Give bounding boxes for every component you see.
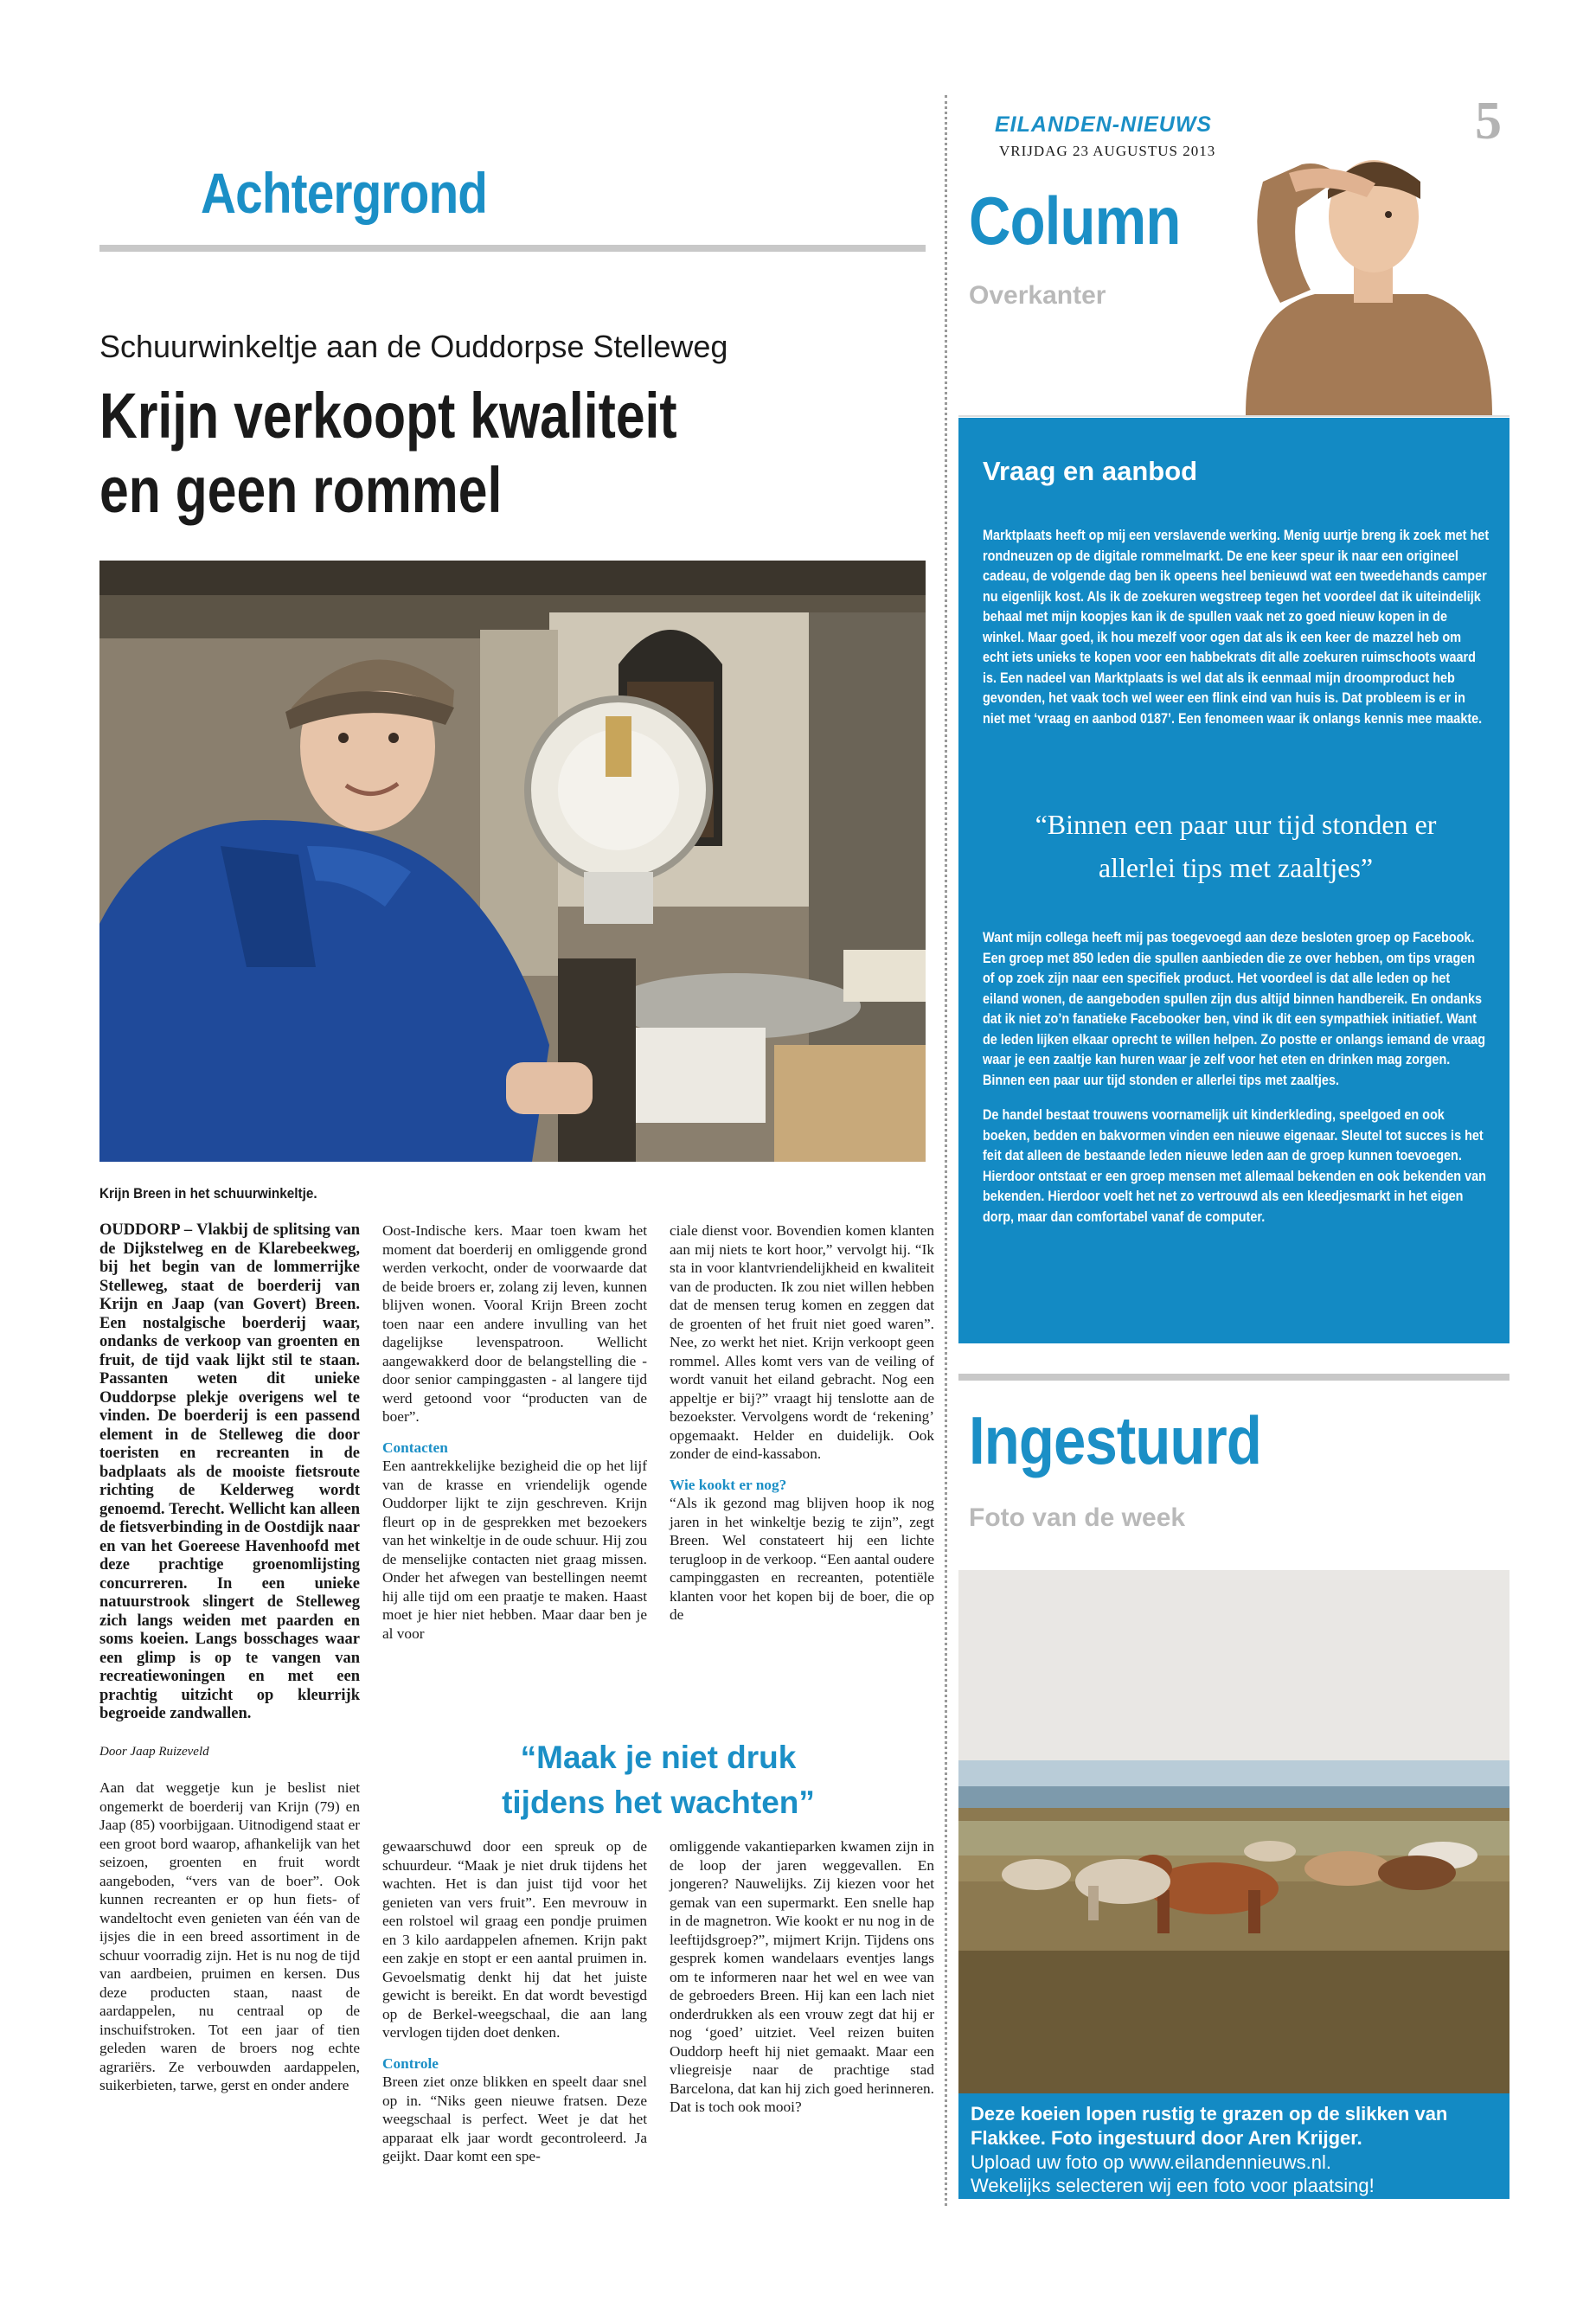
column-header-rule: [958, 415, 1509, 417]
photo-caption: Krijn Breen in het schuurwinkeltje.: [99, 1185, 317, 1202]
column-box: [958, 418, 1509, 1343]
article-paragraph: omliggende vakantieparken kwamen zijn in de loop der jaren weggevallen. En jongeren? Nauwelijks. Zij kiezen voor het gemak van een supermarkt. Een snelle hap in de magnetron. Wie kookt er nu nog in de leeftijdsgroep?”, mijmert Krijn. Tijdens ons gesprek komen wandelaars eventjes langs om te informeren naar het wel en wee van de gebroeders Breen. Hij kan een lach niet onderdrukken als een vrouw zegt dat hij er nog ‘goed’ uitziet. Veel reizen buiten Ouddorp heeft hij niet gemaakt. Maar een vliegreisje naar de prachtige stad Barcelona, dat kan hij zich goed herinneren. Dat is toch ook mooi?: [670, 1838, 934, 2115]
columnist-photo: [1228, 112, 1509, 415]
ingestuurd-subtitle: Foto van de week: [969, 1503, 1186, 1532]
column-text-1: [983, 526, 1489, 744]
subhead-controle: Controle: [382, 2054, 439, 2072]
pull-quote-line-1: “Maak je niet druk: [520, 1740, 797, 1775]
article-column-2-bottom: [382, 1837, 647, 2166]
column-paragraph: Want mijn collega heeft mij pas toegevoegd aan deze besloten groep op Facebook. Een groep met 850 leden die spullen aanbieden die ze over hebben, om tips vragen of op zoek zijn naar een specifiek product. Het voordeel is dat alle leden op het eiland wonen, de aangeboden spullen zijn dus altijd binnen handbereik. En ondanks dat ik niet zo’n fanatieke Facebooker ben, vind ik dit een sympathiek initiatief. Want de leden lijken elkaar oprecht te willen helpen. Zo postte er onlangs iemand de vraag waar je een zaaltje kan huren waar je zelf voor het eten en drinken mag zorgen. Binnen een paar uur tijd stonden er allerlei tips met zaaltjes.: [983, 930, 1486, 1088]
column-text-2: [983, 928, 1489, 1242]
section-rule: [958, 1374, 1509, 1381]
column-quote: [983, 803, 1489, 889]
column-quote-line-1: “Binnen een paar uur tijd stonden er: [1035, 809, 1437, 840]
subhead-wie-kookt: Wie kookt er nog?: [670, 1476, 787, 1493]
photo-caption-box: [958, 2093, 1509, 2199]
page-divider: [945, 95, 947, 2206]
headline-line-2: en geen rommel: [99, 454, 503, 526]
upload-instruction: Upload uw foto op www.eilandennieuws.nl.: [971, 2151, 1332, 2173]
section-title-ingestuurd: Ingestuurd: [969, 1402, 1261, 1478]
article-kicker: Schuurwinkeltje aan de Ouddorpse Stelleweg: [99, 329, 728, 364]
column-paragraph: Marktplaats heeft op mij een verslavende werking. Menig uurtje breng ik zoek met het rondneuzen op de digitale rommelmarkt. De ene keer speur ik naar een origineel cadeau, de volgende dag ben ik opeens heel benieuwd wat een tweedehands camper nu eigenlijk kost. Als ik de zoekuren wegstreep tegen het voordeel dat ik uiteindelijk behaal met mijn koopjes kan ik de spullen vaak net zo goed nieuw kopen in de winkel. Maar goed, ik hou mezelf voor ogen dat als ik een keer de mazzel heb om echt iets unieks te kopen voor een habbekrats dit alle zoekuren ruimschoots waard is. Een nadeel van Marktplaats is wel dat als ik eenmaal mijn droomproduct heb gevonden, het vaak toch wel weer een flink eind van huis is. Dat probleem is er in niet met ‘vraag en aanbod 0187’. Een fenomeen waar ik onlangs kennis mee maakte.: [983, 528, 1490, 727]
photo-caption-line-2: Flakkee. Foto ingestuurd door Aren Krijger.: [971, 2127, 1362, 2149]
issue-date: VRIJDAG 23 AUGUSTUS 2013: [999, 143, 1216, 159]
headline-line-1: Krijn verkoopt kwaliteit: [99, 380, 677, 452]
article-paragraph: ciale dienst voor. Bovendien komen klanten aan mij niets te kort hoor,” vervolgt hij. “Ik sta in voor klantvriendelijkheid en kwaliteit van de producten. Ik zou niet willen hebben dat de mensen terug komen en zeggen dat de groenten of het fruit niet goed waren”. Nee, zo werkt het niet. Krijn verkoopt geen rommel. Alles komt vers van de veiling of wordt vanuit het eiland gebracht. Nog een appeltje er bij?” vraagt hij tenslotte aan de bezoekster. Vervolgens wordt de ‘rekening’ opgemaakt. Helder en duidelijk. Ook zonder de eind-kassabon.: [670, 1222, 934, 1462]
photo-of-the-week: [958, 1570, 1509, 2093]
column-box-title: Vraag en aanbod: [983, 456, 1198, 486]
article-paragraph: gewaarschuwd door een spreuk op de schuurdeur. “Maak je niet druk tijdens het wachten. Het is dan juist tijd voor het genieten van vers fruit”. Een mevrouw in een rolstoel wil graag een pondje pruimen en 3 kilo aardappelen afnemen. Krijn pakt een zakje en stopt er een aantal pruimen in. Gevoelsmatig denkt hij dat het juiste gewicht is bereikt. En dat wordt bevestigd op de Berkel-weegschaal, die aan lang vervlogen tijden doet denken.: [382, 1838, 647, 2041]
article-column-1: [99, 1221, 360, 2095]
photo-caption-line-1: Deze koeien lopen rustig te grazen op de slikken van: [971, 2103, 1448, 2125]
article-paragraph: “Als ik gezond mag blijven hoop ik nog jaren in het winkeltje bezig te zijn”, zegt Breen. Wel constateert hij een lichte terugloop in de verkoop. “Een aantal oudere campinggasten en recreanten, potentiële klanten voor het kopen bij de boer, die op de: [670, 1495, 934, 1623]
column-quote-line-2: allerlei tips met zaaltjes”: [1098, 852, 1374, 883]
column-subtitle: Overkanter: [969, 281, 1106, 310]
column-paragraph: De handel bestaat trouwens voornamelijk uit kinderkleding, speelgoed en ook boeken, bedden en bakvormen vinden een nieuwe eigenaar. Sleutel tot succes is het feit dat alleen de bestaande leden nieuwe leden aan de groep kunnen toevoegen. Hierdoor ontstaat er een groep mensen met allemaal bekenden en ook bekenden van bekenden. Hierdoor voelt het net zo vertrouwd als een kleedjesmarkt in het eigen dorp, maar dan comfortabel vanaf de computer.: [983, 1107, 1486, 1225]
page-number: 5: [1475, 92, 1502, 151]
pull-quote-line-2: tijdens het wachten”: [502, 1785, 815, 1820]
pull-quote: [382, 1735, 934, 1825]
article-column-3-top: [670, 1221, 934, 1625]
section-rule: [99, 245, 926, 252]
article-paragraph: Een aantrekkelijke bezigheid die op het lijf van de krasse en vriendelijk ogende Ouddorper lijkt te zijn geschreven. Krijn fleurt op in de gesprekken met bezoekers van het winkeltje in de oude schuur. Hij zou de menselijke contacten niet graag missen. Onder het afwegen van bestellingen neemt hij alle tijd om een praatje te maken. Haast moet je hier niet hebben. Maar daar ben je al voor: [382, 1458, 647, 1642]
section-title-achtergrond: Achtergrond: [201, 161, 488, 225]
masthead-logo: EILANDEN-NIEUWS: [995, 112, 1213, 137]
selection-note: Wekelijks selecteren wij een foto voor plaatsing!: [971, 2175, 1375, 2196]
article-body: Aan dat weggetje kun je beslist niet ongemerkt de boerderij van Krijn (79) en Jaap (85) voorbijgaan. Uitnodigend staat er een groot bord waarop, afhankelijk van het seizoen, groenten en fruit wordt aangeboden, “vers van de boer”. Ook kunnen recreanten er op hun fiets- of wandeltocht even genieten van één van de ijsjes die in een breed assortiment in de schuur voorradig zijn. Het is nu nog de tijd van aardbeien, pruimen en kersen. Dus deze producten staan, naast de aardappelen, nu centraal op de inschuifstroken. Tot een jaar of tien geleden waren de broers nog echte agrariërs. Ze verbouwden aardappelen, suikerbieten, tarwe, gerst en onder andere: [99, 1779, 360, 2093]
article-column-2-top: [382, 1221, 647, 1643]
article-paragraph: Breen ziet onze blikken en speelt daar snel op in. “Niks geen nieuwe fratsen. Deze weegschaal is perfect. Weet je dat het apparaat elk jaar wordt gecontroleerd. Ja geijkt. Daar komt een spe-: [382, 2073, 647, 2164]
article-byline: Door Jaap Ruizeveld: [99, 1744, 209, 1759]
article-column-3-bottom: [670, 1837, 934, 2117]
subhead-contacten: Contacten: [382, 1439, 448, 1456]
section-title-column: Column: [969, 183, 1181, 259]
article-photo: [99, 561, 926, 1162]
article-paragraph: Oost-Indische kers. Maar toen kwam het moment dat boerderij en omliggende grond werden verkocht, onder de voorwaarde dat de beide broers er, zolang zij leven, kunnen blijven wonen. Vooral Krijn Breen zocht toen naar een andere invulling van het dagelijkse levenspatroon. Wellicht aangewakkerd door de belangstelling die - door senior campinggasten - al langere tijd werd getoond voor “producten van de boer”.: [382, 1222, 647, 1425]
article-lead: OUDDORP – Vlakbij de splitsing van de Dijkstelweg en de Klarebeekweg, bij het begin van de lommerrijke Stelleweg, staat de boerderij van Krijn en Jaap (van Govert) Breen. Een nostalgische boerderij waar, ondanks de verkoop van groenten en fruit, de tijd vaak lijkt stil te staan. Passanten weten dit unieke Ouddorpse plekje overigens wel te vinden. De boerderij is een passend element in de Stelleweg die door toeristen en recreanten in de badplaats als de mooiste fietsroute richting de Kelderweg wordt genoemd. Terecht. Wellicht kan alleen de fietsverbinding in de Oostdijk naar en van het Goereese Havenhoofd met deze prachtige groenomlijsting concurreren. In een unieke natuurstrook slingert de Stelleweg zich langs weiden met paarden en soms koeien. Langs bosschages waar een glimp is op te vangen van recreatiewoningen en met een prachtig uitzicht op kleurrijk begroeide zandwallen.: [99, 1221, 360, 1722]
